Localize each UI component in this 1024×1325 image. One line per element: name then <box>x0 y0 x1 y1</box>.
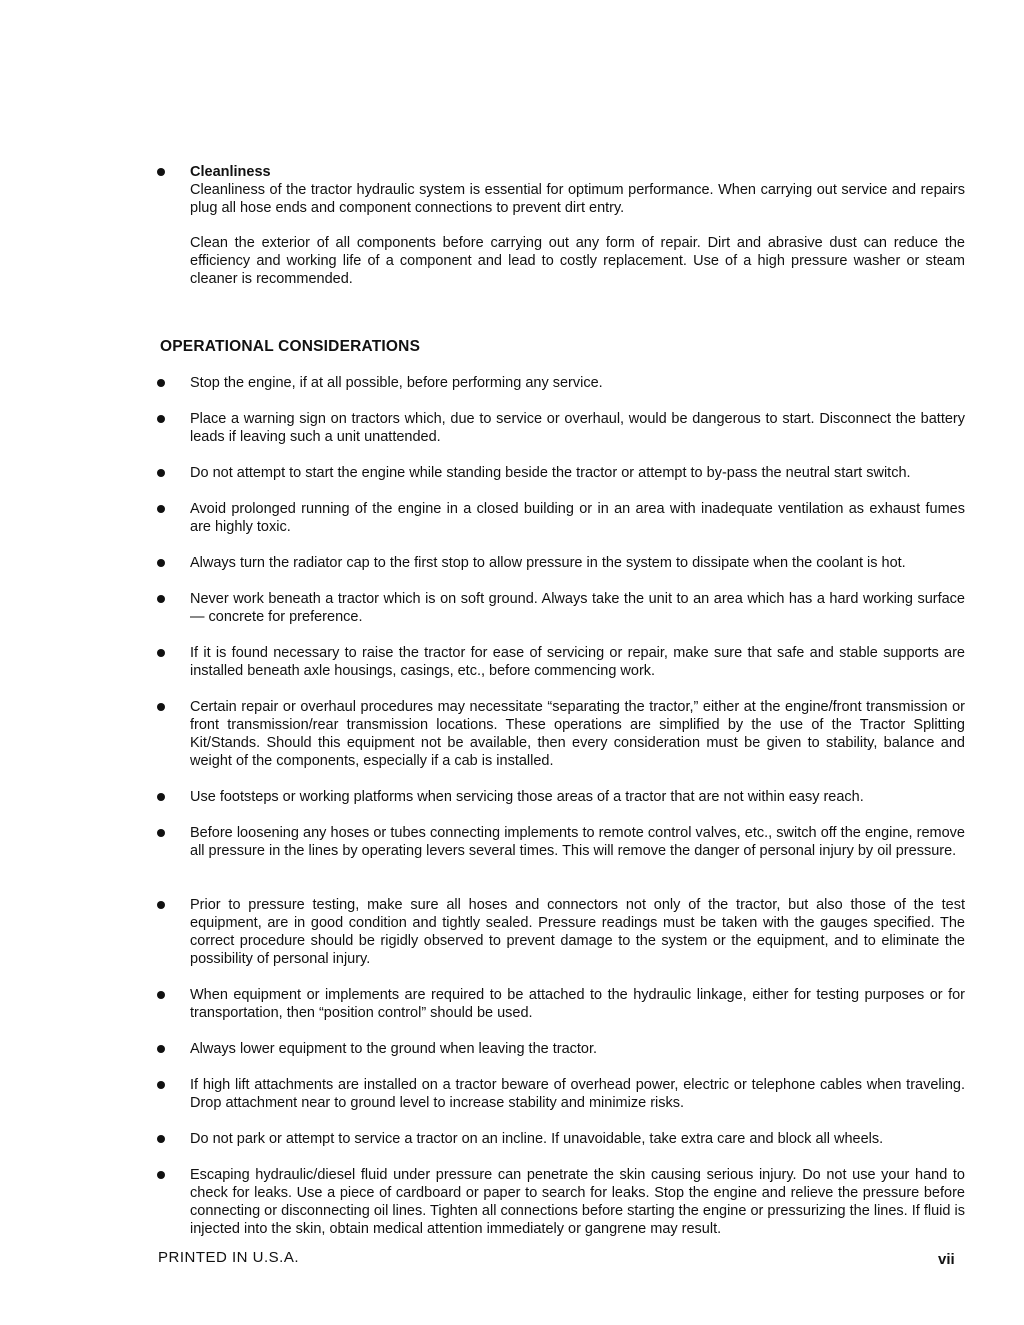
bullet-marker <box>157 379 165 387</box>
bullet-marker <box>157 505 165 513</box>
list-item: Always lower equipment to the ground when leaving the tractor. <box>190 1041 598 1057</box>
bullet-marker <box>157 1045 165 1053</box>
bullet-cleanliness <box>157 168 165 176</box>
list-item: If high lift attachments are installed on a tractor beware of overhead power, electric or telephone cables when traveling. Drop attachment near to ground level to increase stability and minimize risks. <box>190 1077 965 1111</box>
bullet-marker <box>157 649 165 657</box>
list-item: Stop the engine, if at all possible, before performing any service. <box>190 375 603 391</box>
list-item: Always turn the radiator cap to the first stop to allow pressure in the system to dissipate when the coolant is hot. <box>190 555 906 571</box>
bullet-marker <box>157 1171 165 1179</box>
section-heading: OPERATIONAL CONSIDERATIONS <box>160 338 421 355</box>
cleanliness-paragraph-1: Cleanliness of the tractor hydraulic system is essential for optimum performance. When carrying out service and repairs plug all hose ends and component connections to prevent dirt entry. <box>190 182 965 216</box>
list-item: When equipment or implements are required to be attached to the hydraulic linkage, either for testing purposes or for transportation, then “position control” should be used. <box>190 987 965 1021</box>
list-item: Place a warning sign on tractors which, due to service or overhaul, would be dangerous to start. Disconnect the battery leads if leaving such a unit unattended. <box>190 411 965 445</box>
bullet-marker <box>157 595 165 603</box>
list-item: Do not attempt to start the engine while standing beside the tractor or attempt to by-pass the neutral start switch. <box>190 465 911 481</box>
list-item: Do not park or attempt to service a tractor on an incline. If unavoidable, take extra care and block all wheels. <box>190 1131 884 1147</box>
bullet-marker <box>157 559 165 567</box>
cleanliness-title: Cleanliness <box>190 164 271 180</box>
list-item: Use footsteps or working platforms when servicing those areas of a tractor that are not within easy reach. <box>190 789 864 805</box>
list-item: Avoid prolonged running of the engine in a closed building or in an area with inadequate ventilation as exhaust fumes are highly toxic. <box>190 501 965 535</box>
bullet-marker <box>157 415 165 423</box>
list-item: Before loosening any hoses or tubes connecting implements to remote control valves, etc., switch off the engine, remove all pressure in the lines by operating levers several times. This will remove the danger of personal injury by oil pressure. <box>190 825 965 859</box>
bullet-marker <box>157 703 165 711</box>
bullet-marker <box>157 1135 165 1143</box>
list-item: If it is found necessary to raise the tractor for ease of servicing or repair, make sure that safe and stable supports are installed beneath axle housings, casings, etc., before commencing work. <box>190 645 965 679</box>
list-item: Certain repair or overhaul procedures may necessitate “separating the tractor,” either at the engine/front transmission or front transmission/rear transmission locations. These operations are simplified by the use of the Tractor Splitting Kit/Stands. Should this equipment not be available, then every consideration must be given to stability, balance and weight of the components, especially if a cab is installed. <box>190 699 965 769</box>
bullet-marker <box>157 793 165 801</box>
list-item: Escaping hydraulic/diesel fluid under pressure can penetrate the skin causing serious injury. Do not use your hand to check for leaks. Use a piece of cardboard or paper to search for leaks. Stop the engine and relieve the pressure before connecting or disconnecting oil lines. Tighten all connections before starting the engine or pressurizing the lines. If fluid is injected into the skin, obtain medical attention immediately or gangrene may result. <box>190 1167 965 1237</box>
bullet-marker <box>157 901 165 909</box>
list-item: Prior to pressure testing, make sure all hoses and connectors not only of the tractor, but also those of the test equipment, are in good condition and tightly sealed. Pressure readings must be taken with the gauges specified. The correct procedure should be rigidly observed to prevent damage to the system or the equipment, and to eliminate the possibility of personal injury. <box>190 897 965 967</box>
printed-in-usa-footer: PRINTED IN U.S.A. <box>158 1249 300 1266</box>
page-number: vii <box>938 1251 955 1268</box>
bullet-marker <box>157 1081 165 1089</box>
bullet-marker <box>157 991 165 999</box>
bullet-marker <box>157 829 165 837</box>
bullet-marker <box>157 469 165 477</box>
list-item: Never work beneath a tractor which is on soft ground. Always take the unit to an area which has a hard working surface — concrete for preference. <box>190 591 965 625</box>
cleanliness-paragraph-2: Clean the exterior of all components before carrying out any form of repair. Dirt and abrasive dust can reduce the efficiency and working life of a component and lead to costly replacement. Use of a high pressure washer or steam cleaner is recommended. <box>190 235 965 287</box>
